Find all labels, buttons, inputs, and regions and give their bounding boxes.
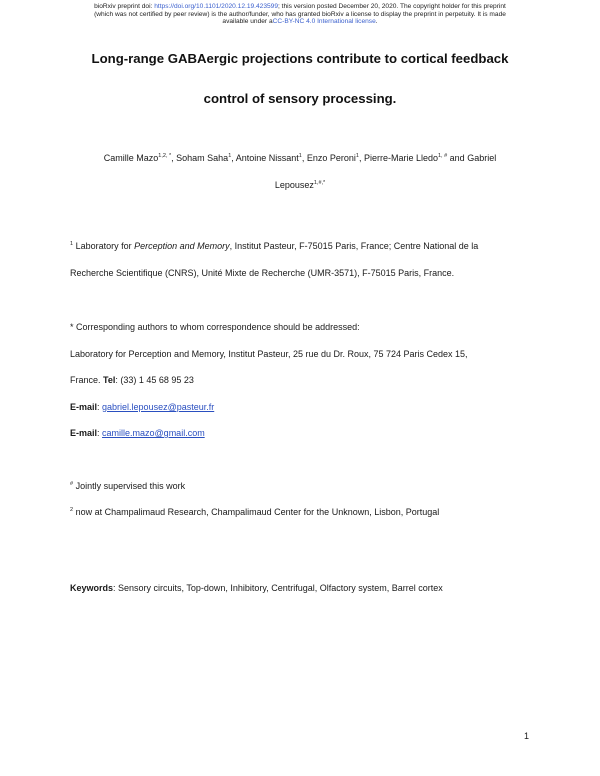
author-lledo: , Pierre-Marie Lledo <box>358 153 438 163</box>
author-lepousez: Lepousez <box>274 180 314 190</box>
affiliation-marker: 1 <box>70 241 74 247</box>
correspondence-heading: * Corresponding authors to whom correspondence should be addressed: <box>70 322 360 332</box>
affiliation-line-2: Recherche Scientifique (CNRS), Unité Mixte de Recherche (UMR-3571), F-75015 Paris, France. <box>70 268 455 278</box>
note-1-marker: # <box>70 481 74 487</box>
affiliation-suffix: , Institut Pasteur, F-75015 Paris, France; Centre National de la <box>229 241 479 251</box>
author-saha-affil: 1 <box>228 153 232 159</box>
doi-link[interactable]: https://doi.org/10.1101/2020.12.19.423599 <box>154 3 279 10</box>
author-saha: , Soham Saha <box>171 153 229 163</box>
email-row-2 <box>70 428 205 438</box>
email-link-lepousez[interactable]: gabriel.lepousez@pasteur.fr <box>102 402 215 412</box>
email-sep-1: : <box>97 402 103 412</box>
author-lepousez-affil: 1,#,* <box>313 180 326 186</box>
author-lledo-affil: 1, # <box>437 153 448 159</box>
correspondence-address: Laboratory for Perception and Memory, Institut Pasteur, 25 rue du Dr. Roux, 75 724 Paris Cedex 15, <box>70 349 468 359</box>
tel-value: : (33) 1 45 68 95 23 <box>115 375 194 385</box>
author-nissant: , Antoine Nissant <box>231 153 299 163</box>
paper-title-line-1: Long-range GABAergic projections contribute to cortical feedback <box>91 51 509 66</box>
author-peroni-affil: 1 <box>355 153 359 159</box>
banner-doi-prefix: bioRxiv preprint doi: <box>94 3 155 10</box>
author-list-line-2 <box>40 180 560 190</box>
preprint-banner <box>30 3 570 26</box>
author-list <box>40 153 560 163</box>
affiliation-lab-name: Perception and Memory <box>134 241 230 251</box>
correspondence-country: France. <box>70 375 104 385</box>
affiliation-line-1 <box>70 241 478 251</box>
banner-line-2: (which was not certified by peer review) is the author/funder, who has granted bioRxiv a license to display the preprint in perpetuity. It is made <box>94 10 506 18</box>
author-gabriel: and Gabriel <box>447 153 497 163</box>
note-joint-supervision <box>70 481 185 491</box>
email-label-1: E-mail <box>70 402 98 412</box>
email-label-2: E-mail <box>70 428 98 438</box>
author-mazo-affil: 1,2, * <box>158 153 172 159</box>
license-link[interactable]: CC-BY-NC 4.0 International license <box>272 18 376 26</box>
affiliation-prefix: Laboratory for <box>73 241 135 251</box>
paper-title-line-2: control of sensory processing. <box>203 91 397 106</box>
author-mazo: Camille Mazo <box>103 153 159 163</box>
author-nissant-affil: 1 <box>298 153 302 159</box>
note-current-address <box>70 507 439 517</box>
note-2-marker: 2 <box>70 507 74 513</box>
email-sep-2: : <box>97 428 103 438</box>
banner-line-1 <box>30 3 570 11</box>
page-number: 1 <box>524 731 530 741</box>
note-2-text: now at Champalimaud Research, Champalimaud Center for the Unknown, Lisbon, Portugal <box>73 507 440 517</box>
keywords-value: : Sensory circuits, Top-down, Inhibitory, Centrifugal, Olfactory system, Barrel cortex <box>113 583 443 593</box>
banner-line-3 <box>30 18 570 26</box>
correspondence-phone <box>70 375 194 385</box>
banner-license-prefix: available under a <box>222 18 273 26</box>
tel-label: Tel <box>103 375 116 385</box>
banner-license-suffix: . <box>375 18 378 26</box>
keywords <box>70 583 443 593</box>
keywords-label: Keywords <box>70 583 114 593</box>
author-peroni: , Enzo Peroni <box>301 153 356 163</box>
banner-line1-suffix: ; this version posted December 20, 2020. The copyright holder for this preprint <box>278 3 506 10</box>
email-link-mazo[interactable]: camille.mazo@gmail.com <box>102 428 205 438</box>
email-row-1 <box>70 402 214 412</box>
note-1-text: Jointly supervised this work <box>73 481 186 491</box>
